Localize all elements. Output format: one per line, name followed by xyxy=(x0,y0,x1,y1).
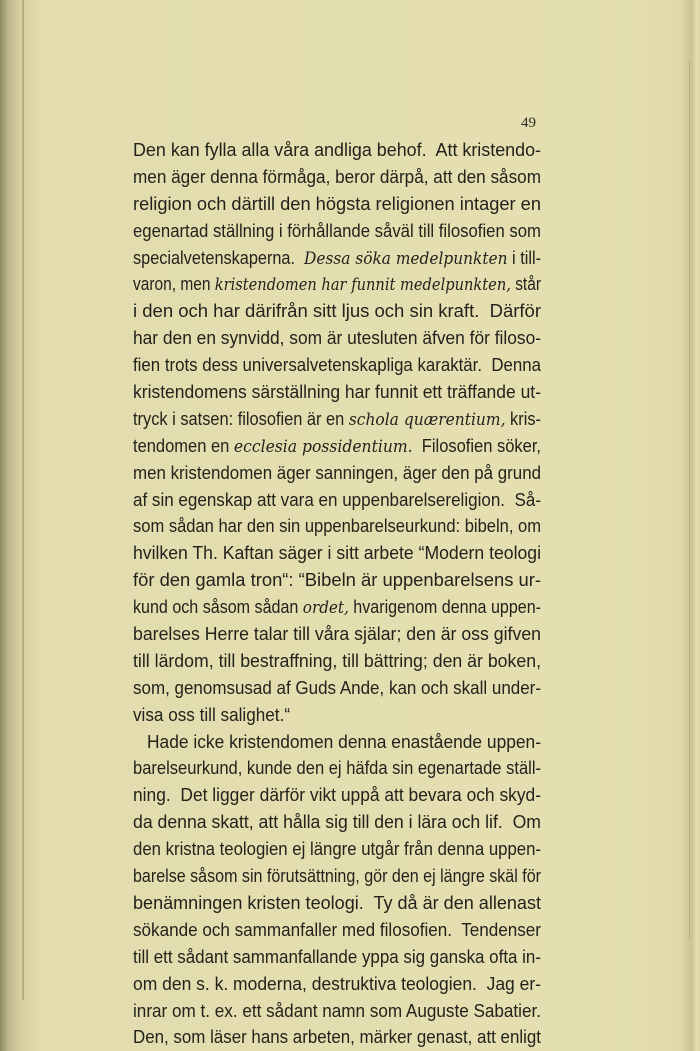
text-segment: men äger denna förmåga, beror därpå, att den såsom xyxy=(133,166,541,187)
text-segment: fien trots dess universalvetenskapliga karaktär. Denna xyxy=(133,355,541,376)
italic-text: ordet, xyxy=(302,598,349,619)
text-line xyxy=(133,567,541,594)
text-line-content xyxy=(133,298,541,325)
text-segment: men kristendomen äger sanningen, äger den på grund xyxy=(133,462,541,483)
text-line-content xyxy=(133,379,541,406)
text-segment: som sådan har den sin uppenbarelseurkund: bibeln, om xyxy=(133,516,541,537)
text-line xyxy=(133,890,541,917)
italic-text: ecclesia possidentium. xyxy=(233,436,413,457)
text-line xyxy=(133,513,541,540)
text-line xyxy=(133,755,541,782)
text-line xyxy=(133,352,541,379)
text-segment: tendomen en xyxy=(133,435,234,456)
text-segment: kris- xyxy=(505,408,541,429)
text-line-content xyxy=(133,702,290,729)
page-edge xyxy=(689,60,690,940)
text-segment: till ett sådant sammanfallande yppa sig ganska ofta in- xyxy=(133,946,541,967)
text-line xyxy=(133,729,541,756)
text-line-content xyxy=(133,917,541,944)
text-line xyxy=(133,460,541,487)
text-line-content xyxy=(133,675,541,702)
text-line xyxy=(133,809,541,836)
text-line-content xyxy=(133,567,541,594)
text-segment: af sin egenskap att vara en uppenbarelsereligion. Så- xyxy=(133,489,541,510)
text-line-content xyxy=(133,782,541,809)
text-segment: står xyxy=(510,274,541,295)
text-segment: egenartad ställning i förhållande såväl till filosofien som xyxy=(133,220,541,241)
text-line-content xyxy=(133,540,541,567)
text-line-content xyxy=(133,836,541,863)
text-line-content xyxy=(133,164,541,191)
text-segment: religion och därtill den högsta religionen intager en xyxy=(133,193,541,214)
text-line xyxy=(133,998,541,1025)
page-number: 49 xyxy=(521,115,536,131)
text-segment: hvarigenom denna uppen- xyxy=(348,597,541,618)
text-segment: barelses Herre talar till våra själar; den är oss gifven xyxy=(133,624,541,645)
text-line xyxy=(133,863,541,890)
text-line-content xyxy=(133,890,541,917)
text-segment: barelseurkund, kunde den ej häfda sin egenartade ställ- xyxy=(133,758,541,779)
text-line xyxy=(133,433,541,460)
italic-text: kristendomen har funnit medelpunkten, xyxy=(214,275,511,296)
text-line xyxy=(133,191,541,218)
text-line-content xyxy=(133,406,541,434)
text-line xyxy=(133,325,541,352)
book-binding-shadow xyxy=(22,0,24,1000)
text-segment: tryck i satsen: filosofien är en xyxy=(133,408,349,429)
text-segment: specialvetenskaperna. xyxy=(133,247,305,268)
text-segment: i till- xyxy=(507,247,541,268)
text-line xyxy=(133,702,541,729)
text-segment: kristendomens särställning har funnit ett träffande ut- xyxy=(133,382,541,403)
text-line-content xyxy=(133,325,541,352)
text-line xyxy=(133,621,541,648)
text-line xyxy=(133,648,541,675)
text-segment: i den och har därifrån sitt ljus och sin kraft. Därför xyxy=(133,301,541,322)
text-line-content xyxy=(133,648,541,675)
text-line xyxy=(133,540,541,567)
text-line-content xyxy=(133,487,541,514)
text-line-content xyxy=(133,863,541,890)
text-line-content xyxy=(133,621,541,648)
text-line-content xyxy=(133,191,541,218)
text-line xyxy=(133,675,541,702)
text-segment: Den kan fylla alla våra andliga behof. Att kristendo- xyxy=(133,140,541,160)
text-line-content xyxy=(133,137,541,164)
text-segment: för den gamla tron“: “Bibeln är uppenbarelsens ur- xyxy=(133,570,541,591)
text-line xyxy=(133,406,541,433)
text-segment: till lärdom, till bestraffning, till bättring; den är boken, xyxy=(133,650,541,671)
text-segment: visa oss till salighet.“ xyxy=(133,704,291,725)
text-line-content xyxy=(133,245,541,273)
text-segment: ning. Det ligger därför vikt uppå att bevara och skyd- xyxy=(133,785,541,806)
text-line-content xyxy=(133,218,541,245)
text-segment: inrar om t. ex. ett sådant namn som Auguste Sabatier. xyxy=(133,1000,541,1021)
text-line-content xyxy=(133,1024,541,1051)
text-segment: benämningen kristen teologi. Ty då är den allenast xyxy=(133,892,541,913)
text-segment: Den, som läser hans arbeten, märker genast, att enligt xyxy=(133,1027,541,1048)
text-segment: sökande och sammanfaller med filosofien. Tendenser xyxy=(133,919,541,940)
body-text xyxy=(133,137,541,1051)
text-segment: varon, men xyxy=(133,274,215,295)
text-line-content xyxy=(133,352,541,379)
text-line xyxy=(133,245,541,272)
text-line-content xyxy=(133,513,541,540)
text-segment: som, genomsusad af Guds Ande, kan och skall under- xyxy=(133,677,541,698)
text-segment: kund och såsom sådan xyxy=(133,597,303,618)
text-line-content xyxy=(133,433,541,461)
text-line xyxy=(133,218,541,245)
text-line xyxy=(133,271,541,298)
text-line-content xyxy=(147,729,541,756)
text-line xyxy=(133,379,541,406)
text-line xyxy=(133,836,541,863)
text-line xyxy=(133,164,541,191)
text-segment: barelse såsom sin förutsättning, gör den ej längre skäl för xyxy=(133,866,541,887)
text-line xyxy=(133,782,541,809)
text-line-content xyxy=(133,971,541,998)
text-line-content xyxy=(133,998,541,1025)
text-line xyxy=(133,971,541,998)
text-line-content xyxy=(133,460,541,487)
text-line xyxy=(133,944,541,971)
text-segment: Hade icke kristendomen denna enastående uppen- xyxy=(147,731,541,752)
text-segment: har den en synvidd, som är utesluten äfven för filoso- xyxy=(133,328,541,349)
text-line-content xyxy=(133,594,541,622)
text-line-content xyxy=(133,755,541,782)
text-segment: hvilken Th. Kaftan säger i sitt arbete “Modern teologi xyxy=(133,543,541,564)
text-line xyxy=(133,487,541,514)
text-line xyxy=(133,137,541,164)
text-line xyxy=(133,594,541,621)
text-segment: om den s. k. moderna, destruktiva teologien. Jag er- xyxy=(133,973,541,994)
italic-text: Dessa söka medelpunkten xyxy=(304,248,508,269)
text-line xyxy=(133,917,541,944)
text-segment: da denna skatt, att hålla sig till den i lära och lif. Om xyxy=(133,812,541,833)
text-line xyxy=(133,298,541,325)
text-segment: Filosofien söker, xyxy=(412,435,541,456)
text-line-content xyxy=(133,944,541,971)
text-line-content xyxy=(133,809,541,836)
text-line xyxy=(133,1024,541,1051)
text-segment: den kristna teologien ej längre utgår från denna uppen- xyxy=(133,839,541,860)
text-line-content xyxy=(133,271,541,299)
italic-text: schola quærentium, xyxy=(348,409,506,430)
